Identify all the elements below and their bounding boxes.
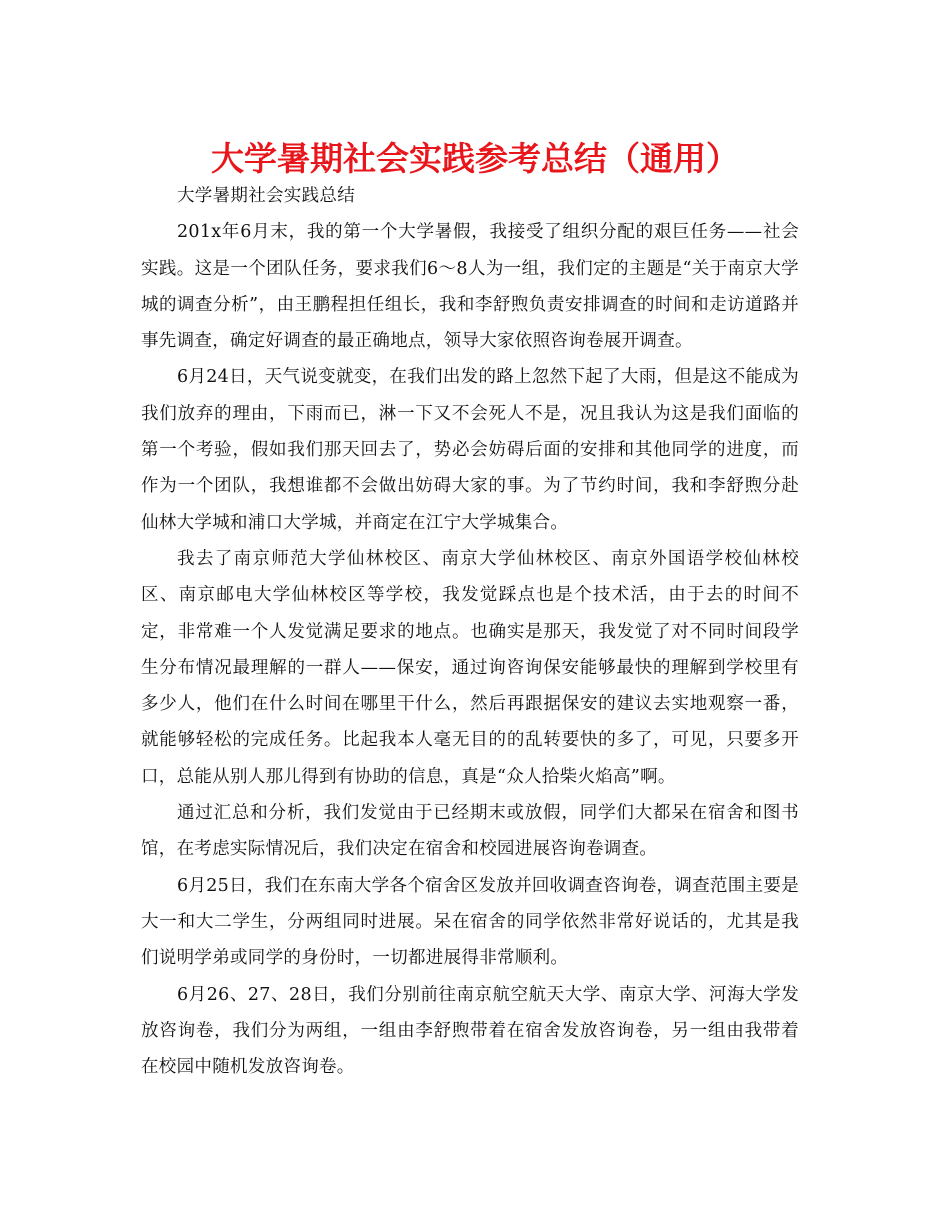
body-paragraph: 6月26、27、28日，我们分别前往南京航空航天大学、南京大学、河海大学发放咨询卷，我们分为两组，一组由李舒煦带着在宿舍发放咨询卷，另一组由我带着在校园中随机发放咨询卷。 — [141, 984, 799, 1078]
document-title: 大学暑期社会实践参考总结（通用） — [211, 139, 739, 178]
body-paragraph: 通过汇总和分析，我们发觉由于已经期末或放假，同学们大都呆在宿舍和图书馆，在考虑实际情况后，我们决定在宿舍和校园进展咨询卷调查。 — [141, 803, 799, 860]
body-paragraph: 我去了南京师范大学仙林校区、南京大学仙林校区、南京外国语学校仙林校区、南京邮电大学仙林校区等学校，我发觉踩点也是个技术活，由于去的时间不定，非常难一个人发觉满足要求的地点。也确实是那天，我发觉了对不同时间段学生分布情况最理解的一群人——保安，通过询咨询保安能够最快的理解到学校里有多少人，他们在什么时间在哪里干什么，然后再跟据保安的建议去实地观察一番，就能够轻松的完成任务。比起我本人毫无目的的乱转要快的多了，可见，只要多开口，总能从别人那儿得到有协助的信息，真是“众人拾柴火焰高”啊。 — [141, 548, 799, 787]
body-paragraph: 201x年6月末，我的第一个大学暑假，我接受了组织分配的艰巨任务——社会实践。这是一个团队任务，要求我们6～8人为一组，我们定的主题是“关于南京大学城的调查分析”，由王鹏程担任组长，我和李舒煦负责安排调查的时间和走访道路并事先调查，确定好调查的最正确地点，领导大家依照咨询卷展开调查。 — [141, 222, 799, 352]
document-body — [141, 178, 799, 1085]
subtitle-paragraph: 大学暑期社会实践总结 — [177, 186, 355, 206]
body-paragraph: 6月24日，天气说变就变，在我们出发的路上忽然下起了大雨，但是这不能成为我们放弃的理由，下雨而已，淋一下又不会死人不是，况且我认为这是我们面临的第一个考验，假如我们那天回去了，势必会妨碍后面的安排和其他同学的进度，而作为一个团队，我想谁都不会做出妨碍大家的事。为了节约时间，我和李舒煦分赴仙林大学城和浦口大学城，并商定在江宁大学城集合。 — [141, 367, 799, 533]
body-paragraph: 6月25日，我们在东南大学各个宿舍区发放并回收调查咨询卷，调查范围主要是大一和大二学生，分两组同时进展。呆在宿舍的同学依然非常好说话的，尤其是我们说明学弟或同学的身份时，一切都进展得非常顺利。 — [141, 875, 799, 969]
